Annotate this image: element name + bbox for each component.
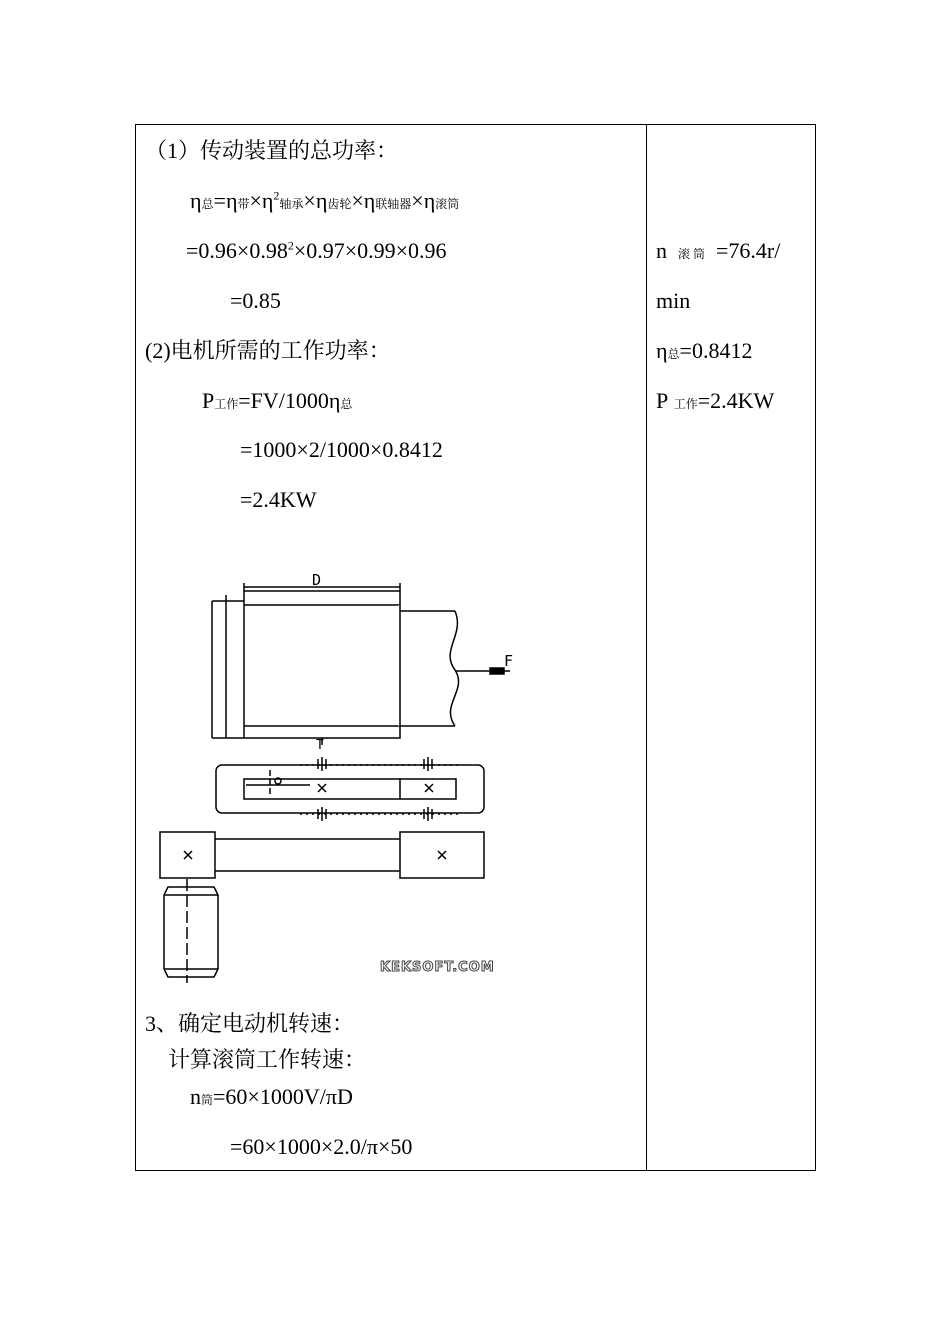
heading-motor-speed: 3、确定电动机转速： [145, 1011, 355, 1036]
transmission-diagram [150, 565, 530, 990]
heading-total-efficiency: （1）传动装置的总功率： [145, 138, 399, 163]
result-drum-speed: n 滚 筒 =76.4r/ [656, 238, 781, 263]
power-calculation: =1000×2/1000×0.8412 [240, 437, 443, 462]
subheading-drum-speed: 计算滚筒工作转速： [168, 1047, 367, 1072]
gearbox-housing [216, 765, 484, 813]
column-divider [646, 124, 647, 1171]
diagram-label-t: T [316, 738, 324, 753]
electric-motor [164, 887, 218, 977]
power-formula: P工作=FV/1000η总 [202, 388, 353, 413]
heading-motor-power: (2)电机所需的工作功率： [145, 338, 391, 363]
eta-calculation: $=0.96\times 0.98^2\times 0.97\times 0.99\times 0.96$ [186, 238, 447, 263]
eta-result: =0.85 [230, 288, 281, 313]
speed-calculation: =60×1000×2.0/π×50 [230, 1134, 413, 1159]
eta-formula: η总=η带$\times\eta^2$轴承×η齿轮×η联轴器×η滚筒 [190, 188, 460, 213]
result-power: P 工作=2.4KW [656, 388, 775, 413]
speed-formula: n筒=60×1000V/πD [190, 1084, 353, 1109]
result-drum-speed-unit: min [656, 288, 691, 313]
watermark-logo: KEKSOFT.COM [380, 960, 495, 975]
result-efficiency: η总=0.8412 [656, 338, 753, 363]
drum-outline [244, 591, 400, 738]
diagram-label-f: F [504, 652, 514, 670]
power-result: =2.4KW [240, 487, 317, 512]
diagram-label-d: D [312, 571, 322, 589]
